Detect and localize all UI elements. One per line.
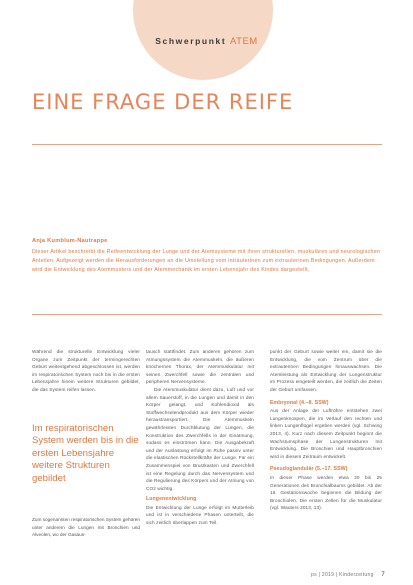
subheading-embryonal: Embryonal (4.–8. SSW): [270, 399, 329, 406]
divider-bottom: [32, 314, 382, 315]
subheading-lungenentwicklung: Lungenentwicklung: [146, 496, 197, 503]
subheading-pseudoglandular: Pseudoglandulär (5.–17. SSW): [270, 466, 348, 473]
section-kicker: [0, 36, 413, 47]
column-2-paragraph-1: tausch stattfindet. Zum anderen gehören zum Atmungssystem die Atemmuskeln, die äußeren knöchernen Thorax, der Atemmuskulatur mit seinen Zwerchfell sowie die zentralen und peripheren Nervensysteme.: [146, 349, 254, 385]
page-footer: [311, 572, 385, 578]
column-3-paragraph-2: Aus der Anlage der Luftröhre entstehen zwei Lungenknospen, die im Verlauf den rechten und linken Lungenflügel ergeben werden (vgl. Schwing 2013, 4). Kurz nach diesem Zeitpunkt beginnt die Wachstumsphase der Lungenstrukturen mit Entwicklung. Die Bronchien und Hauptbronchien wird in diesem Zeitraum entwickelt.: [270, 408, 382, 459]
column-1-intro: [32, 348, 140, 394]
column-2-paragraph-2: Die Atemmuskulatur dient dazu, Luft und vor allem Sauerstoff, in die Lungen und damit in den Körper gelangt, und Kohlendioxid als Stoffwechselendprodukt aus dem Körper wieder heraustransportiert. Die Atemmuskeln gewährleisten Durchblutung der Lungen, die Konstruktion des Zwerchfells in der Einatmung, sodass es einströmen kann. Die Ausgabekraft und der Auslastung erfolgt im Ruhe passiv unter die elastischen Rückstellkräfte der Lunge. Für ein Zusammenspiel von Brustkasten und Zwerchfell ist eine Regelung durch das Nervensystem und die Regulierung des Körpers und der Atmung von CO2 wichtig.: [146, 386, 254, 491]
column-1-continued: Zum sogenannten respiratorischen System gehören unter anderem die Lungen mit Bronchien und Alveolen, wo der Gasaus-: [32, 517, 140, 538]
kicker-label: Schwerpunkt: [155, 36, 227, 46]
kicker-topic: ATEM: [230, 36, 258, 47]
intro-paragraph: Während die strukturelle Entwicklung vieler Organe zum Zeitpunkt der termingerechten Geburt weitestgehend abgeschlossen ist, werden im respiratorischen System noch bis in die ersten Lebensjahre hinein weitere Strukturen gebildet, die das System reifen lassen.: [32, 349, 140, 392]
article-abstract: Dieser Artikel beschreibt die Reifeentwicklung der Lunge und der Atemsysteme mit ihren strukturellen, muskulären und neurologischen Anteilen. Aufgezeigt werden die Herausforderungen an die Umstellung vom intrauterinen zum extrauterinen Bedingungen. Außerdem wird die Entwicklung des Atemmusters und der Atemmechanik im ersten Lebensjahr des Kindes dargestellt.: [32, 249, 381, 274]
column-3-paragraph-3: In dieser Phase werden etwa 20 bis 25 Generationen des Bronchialbaums gebildet. Ab der 16. Gestationswoche beginnen die Bildung der Bronchiolen. Die ersten Zellen für die Muskulatur (vgl. Wauters 2013, 13).: [270, 474, 382, 511]
divider-top: [32, 144, 382, 145]
column-2: [146, 348, 254, 527]
column-2-paragraph-3: Die Entwicklung der Lunge erfolgt im Mutterleib und ist in verschiedene Phasen unterteilt, die sich zeitlich überlappen zum Teil.: [146, 504, 254, 526]
pull-quote: Im respiratorischen System werden bis in die ersten Lebensjahre weitere Strukturen gebildet: [32, 423, 139, 484]
column-3: [270, 348, 382, 512]
column-3-paragraph-1: punkt der Geburt sowie weiter ein, damit sie die Entwicklung, die vom Zentrum über die extrauterinen Bedingungen hinauswachsen. Die Atemleistung als Entwicklung der Lungenstruktur im Prozess eingeteilt werden, die zeitlich die Zeiten der Geburt umfassen.: [270, 349, 382, 392]
article-title: EINE FRAGE DER REIFE: [32, 90, 294, 114]
journal-info: ps | 2019 | Kinderzeitung: [311, 572, 374, 578]
page-number: 7: [381, 572, 385, 578]
author-name: Anja Kumblum-Nautrappe: [32, 238, 108, 244]
